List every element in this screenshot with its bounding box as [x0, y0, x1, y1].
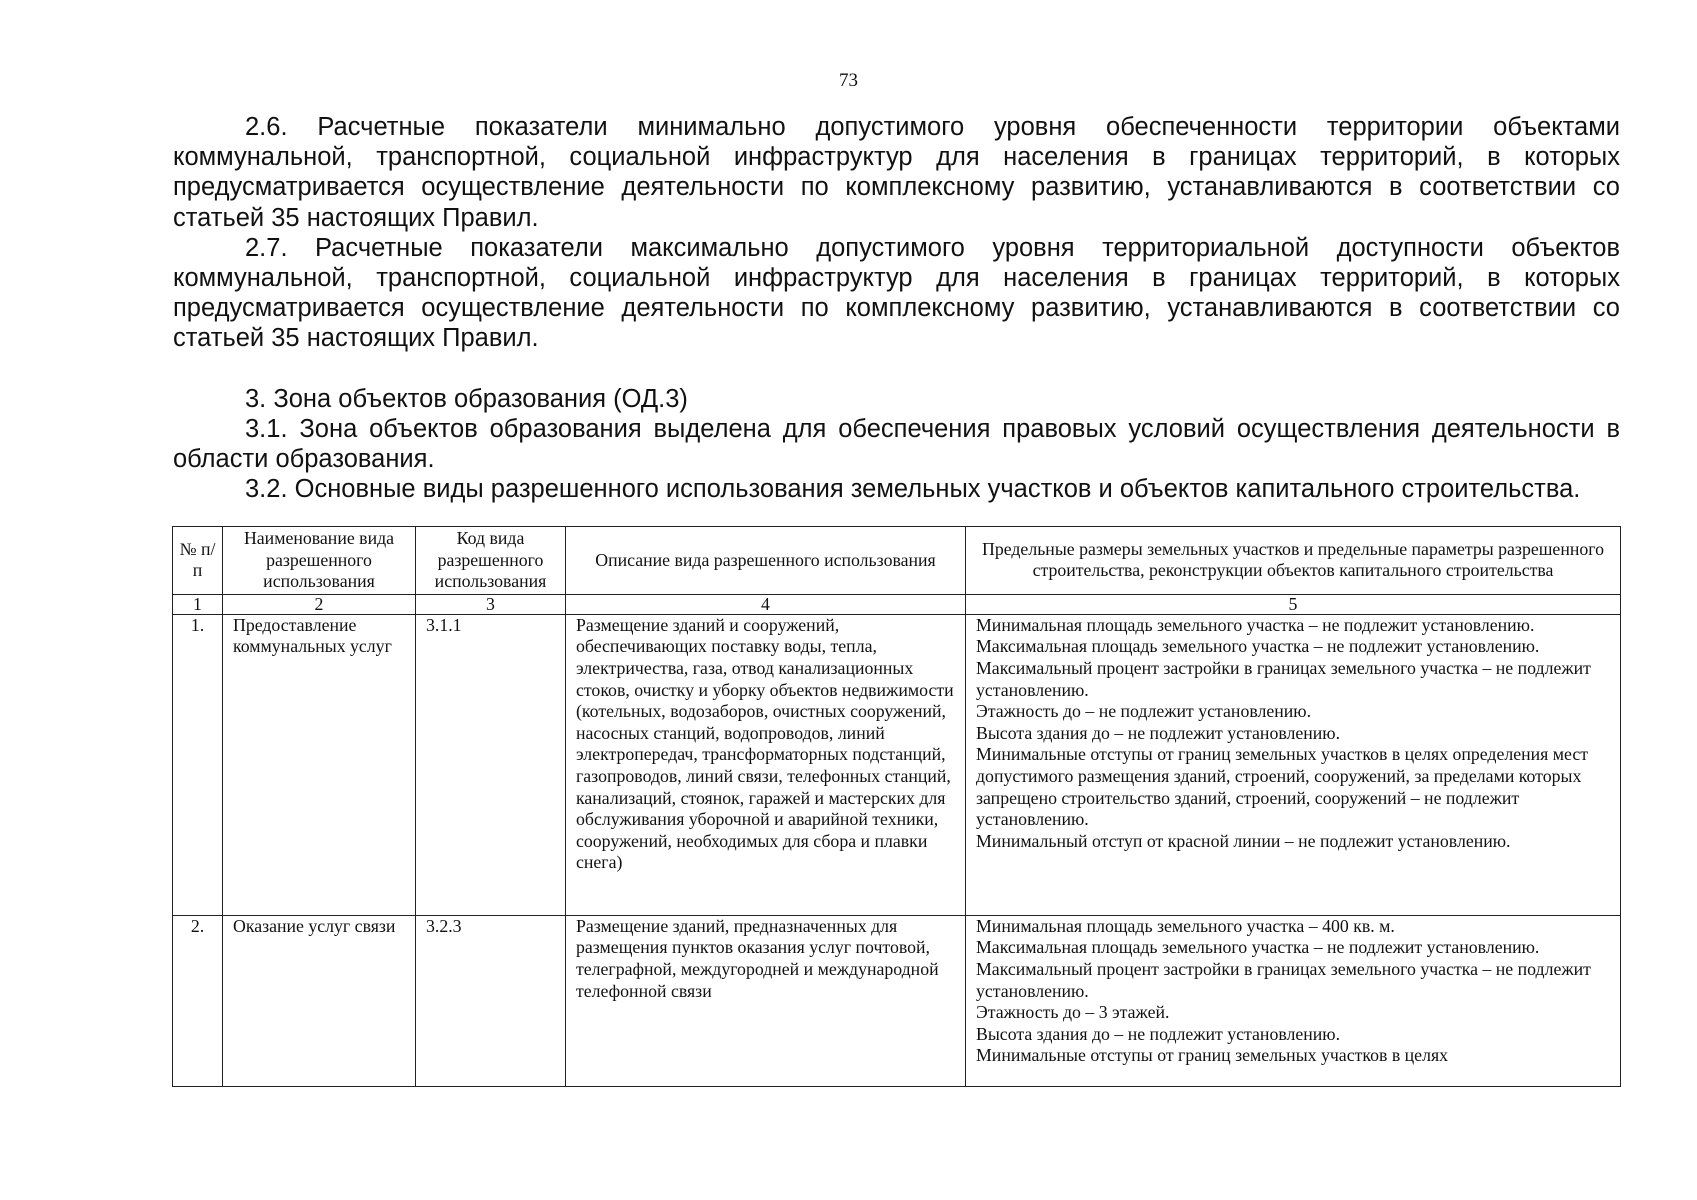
- column-number: 1: [173, 594, 223, 614]
- parameter-line: Максимальный процент застройки в границах земельного участка – не подлежит установлению.: [976, 657, 1591, 700]
- parameter-line: Высота здания до – не подлежит установлению.: [976, 722, 1341, 743]
- row-number: 1.: [173, 614, 223, 915]
- use-code: 3.2.3: [416, 915, 566, 1086]
- parameter-line: Минимальные отступы от границ земельных участков в целях определения мест допустимого размещения зданий, строений, сооружений, за пределами которых запрещено строительство зданий, строений, сооружений – не подлежит установлению.: [976, 744, 1589, 830]
- use-description: Размещение зданий и сооружений, обеспечивающих поставку воды, тепла, электричества, газа, отвод канализационных стоков, очистку и уборку объектов недвижимости (котельных, водозаборов, очистных сооружений, насосных станций, водопроводов, линий электропередач, трансформаторных подстанций, газопроводов, линий связи, телефонных станций, канализаций, стоянок, гаражей и мастерских для обслуживания уборочной и аварийной техники, сооружений, необходимых для сбора и плавки снега): [566, 614, 966, 915]
- section-heading-od3: 3. Зона объектов образования (ОД.3): [245, 384, 688, 413]
- column-number: 3: [416, 594, 566, 614]
- row-number: 2.: [173, 915, 223, 1086]
- column-number: 2: [223, 594, 416, 614]
- header-use-name: Наименование вида разрешенного использования: [223, 527, 416, 595]
- parameter-line: Высота здания до – не подлежит установлению.: [976, 1023, 1341, 1044]
- parameter-line: Этажность до – не подлежит установлению.: [976, 701, 1312, 722]
- parameter-line: Минимальный отступ от красной линии – не подлежит установлению.: [976, 830, 1511, 851]
- parameter-line: Максимальный процент застройки в границах земельного участка – не подлежит установлению.: [976, 958, 1591, 1001]
- column-number: 4: [566, 594, 966, 614]
- parameter-line: Минимальная площадь земельного участка – 400 кв. м.: [976, 915, 1395, 936]
- parameter-line: Максимальная площадь земельного участка – не подлежит установлению.: [976, 937, 1540, 958]
- table-column-numbers: [173, 594, 1621, 614]
- use-description: Размещение зданий, предназначенных для размещения пунктов оказания услуг почтовой, телеграфной, междугородней и международной телефонной связи: [566, 915, 966, 1086]
- paragraph-3-2: 3.2. Основные виды разрешенного использования земельных участков и объектов капитального строительства.: [245, 475, 1581, 504]
- header-parameters: Предельные размеры земельных участков и предельные параметры разрешенного строительства, реконструкции объектов капитального строительства: [966, 527, 1621, 595]
- parameter-line: Минимальная площадь земельного участка – не подлежит установлению.: [976, 614, 1535, 635]
- use-code: 3.1.1: [416, 614, 566, 915]
- use-parameters: [966, 915, 1621, 1086]
- paragraph-2-6: 2.6. Расчетные показатели минимально допустимого уровня обеспеченности территории объектами коммунальной, транспортной, социальной инфраструктур для населения в границах территорий, в которых предусматривается осуществление деятельности по комплексному развитию, устанавливаются в соответствии со статьей 35 настоящих Правил.: [173, 113, 1620, 232]
- parameter-line: Этажность до – 3 этажей.: [976, 1002, 1170, 1023]
- header-use-code: Код вида разрешенного использования: [416, 527, 566, 595]
- header-use-description: Описание вида разрешенного использования: [566, 527, 966, 595]
- use-name: Оказание услуг связи: [223, 915, 416, 1086]
- table-header-row: [173, 527, 1621, 595]
- table-row: [173, 915, 1621, 1086]
- use-parameters: [966, 614, 1621, 915]
- header-number: № п/п: [173, 527, 223, 595]
- parameter-line: Максимальная площадь земельного участка – не подлежит установлению.: [976, 636, 1540, 657]
- use-name: Предоставление коммунальных услуг: [223, 614, 416, 915]
- parameter-line: Минимальные отступы от границ земельных участков в целях: [976, 1045, 1449, 1066]
- paragraph-2-7: 2.7. Расчетные показатели максимально допустимого уровня территориальной доступности объектов коммунальной, транспортной, социальной инфраструктур для населения в границах территорий, в которых предусматривается осуществление деятельности по комплексному развитию, устанавливаются в соответствии со статьей 35 настоящих Правил.: [173, 233, 1620, 353]
- permitted-use-table: [172, 526, 1621, 1087]
- page-number: 73: [839, 70, 858, 91]
- document-body: [173, 112, 1620, 504]
- column-number: 5: [966, 594, 1621, 614]
- paragraph-3-1: 3.1. Зона объектов образования выделена для обеспечения правовых условий осуществления деятельности в области образования.: [173, 414, 1620, 474]
- table-row: [173, 614, 1621, 915]
